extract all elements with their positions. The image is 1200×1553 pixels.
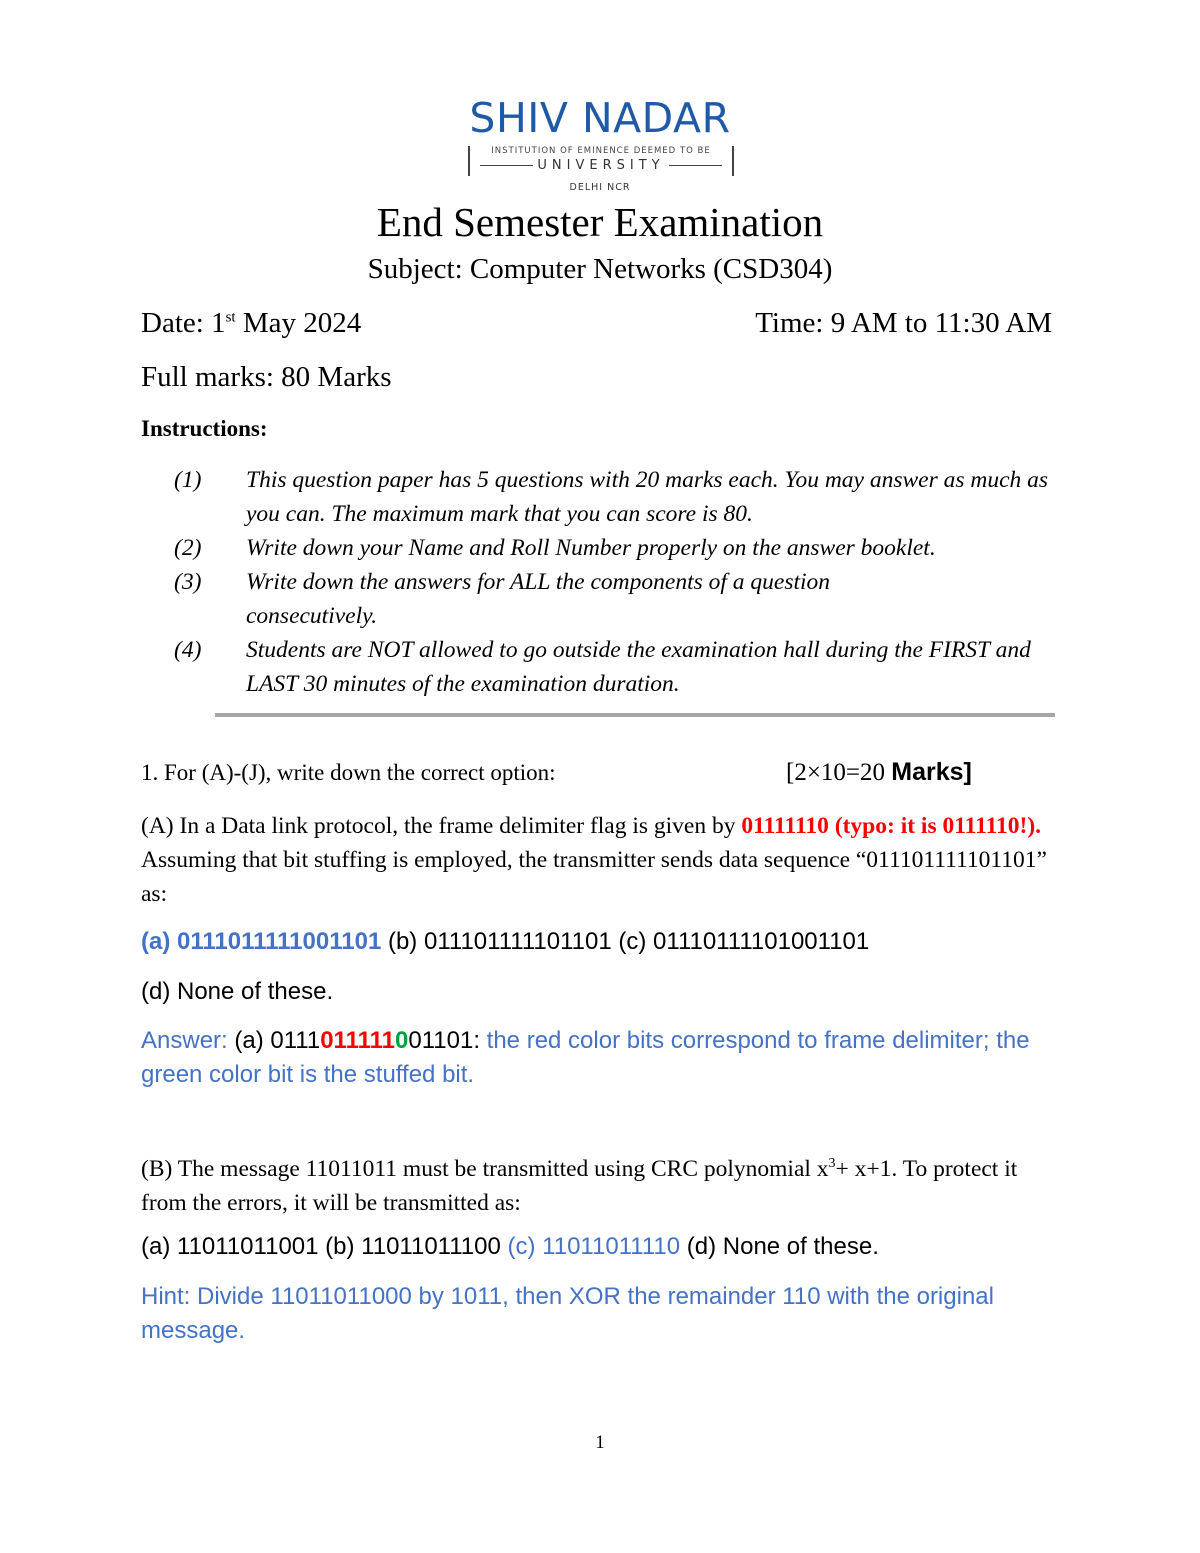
q1a-text-2: Assuming that bit stuffing is employed, the transmitter sends data sequence “011101111101101” as:: [141, 847, 1047, 907]
logo-city: DELHI NCR: [569, 182, 631, 193]
q1a-text-1: (A) In a Data link protocol, the frame delimiter flag is given by: [141, 813, 742, 839]
question-1-marks: [786, 758, 972, 787]
instruction-item: [174, 565, 1074, 633]
instruction-text: Write down the answers for ALL the components of a question consecutively.: [246, 569, 831, 629]
answer-bits-end: 01101: [408, 1027, 474, 1054]
answer-explanation: the red color bits correspond to frame delimiter; the green color bit is the stuffed bit.: [141, 1027, 1030, 1088]
date-sup: st: [225, 309, 236, 326]
date-suffix: May 2024: [235, 307, 362, 339]
logo-university: [476, 157, 726, 173]
q1b-option-d: (d) None of these.: [680, 1233, 879, 1260]
instruction-item: [174, 463, 1074, 531]
marks-bold: Marks]: [891, 758, 972, 786]
question-1a-options: [141, 925, 869, 959]
exam-title: End Semester Examination: [376, 199, 824, 245]
q1a-typo-note: 01111110 (typo: it is 0111110!).: [741, 813, 1042, 839]
instruction-number: (3): [174, 569, 202, 595]
question-1b-hint: Hint: Divide 11011011000 by 1011, then XOR the remainder 110 with the original message.: [141, 1283, 994, 1344]
question-1b-text: [141, 1147, 1061, 1220]
instruction-text: Students are NOT allowed to go outside the examination hall during the FIRST and LAST 30 minutes of the examination duration.: [246, 637, 1031, 697]
answer-label: Answer:: [141, 1027, 228, 1054]
page-number: 1: [595, 1432, 605, 1453]
logo-institution-line: INSTITUTION OF EMINENCE DEEMED TO BE: [491, 146, 711, 156]
q1b-text-1: (B) The message 11011011 must be transmitted using CRC polynomial x: [141, 1155, 829, 1182]
answer-colon: :: [473, 1027, 480, 1054]
instruction-text: This question paper has 5 questions with 20 marks each. You may answer as much as you can. The maximum mark that you can score is 80.: [246, 467, 1049, 527]
answer-bits-start: (a) 0111: [227, 1027, 321, 1054]
q1a-options-bc: (b) 011101111101101 (c) 01110111101001101: [381, 928, 870, 955]
instructions-heading: Instructions:: [141, 416, 268, 441]
instruction-item: [174, 531, 1074, 565]
instruction-number: (4): [174, 637, 202, 663]
question-1a-text: [141, 809, 1061, 911]
question-1a-option-d: (d) None of these.: [141, 978, 334, 1005]
date-prefix: Date: 1: [141, 307, 226, 339]
full-marks: Full marks: 80 Marks: [141, 361, 392, 393]
logo-bar-left: [468, 146, 470, 176]
question-1-heading: 1. For (A)-(J), write down the correct option:: [141, 760, 556, 785]
exam-date: [141, 307, 361, 340]
q1b-options-ab: (a) 11011011001 (b) 11011011100: [141, 1233, 508, 1260]
question-1a-answer: [141, 1024, 1061, 1092]
question-1b-options: [141, 1230, 879, 1264]
q1b-exponent: 3: [828, 1156, 836, 1171]
exam-time: Time: 9 AM to 11:30 AM: [755, 307, 1052, 339]
instruction-number: (2): [174, 535, 202, 561]
q1b-option-c: (c) 11011011110: [507, 1233, 681, 1260]
instruction-number: (1): [174, 467, 202, 493]
logo-name: SHIV NADAR: [469, 94, 731, 142]
logo-bar-right: [732, 146, 734, 176]
logo-university-text: UNIVERSITY: [537, 157, 665, 173]
q1b-text-2: + x+1. To protect it from the errors, it will be transmitted as:: [141, 1155, 1018, 1216]
answer-flag-bits: 011111: [320, 1027, 395, 1054]
answer-stuffed-bit: 0: [395, 1027, 409, 1054]
university-logo: [462, 96, 738, 200]
instruction-text: Write down your Name and Roll Number properly on the answer booklet.: [246, 535, 936, 561]
q1a-option-a: (a) 0111011111001101: [141, 928, 382, 955]
subject-line: Subject: Computer Networks (CSD304): [367, 253, 833, 285]
section-divider: [215, 713, 1055, 717]
instruction-item: [174, 633, 1074, 701]
marks-open: [2×10=20: [786, 759, 892, 786]
